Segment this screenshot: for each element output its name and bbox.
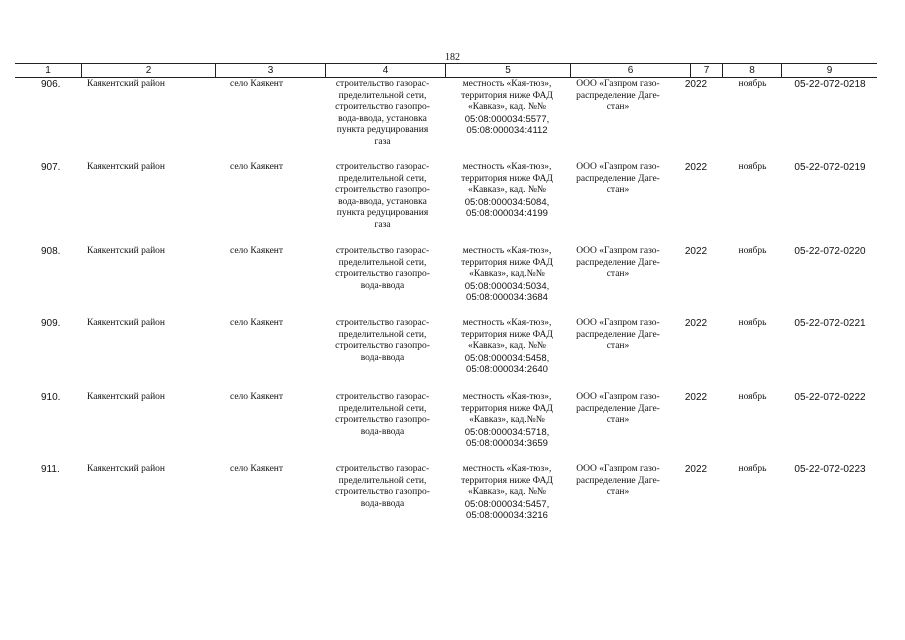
work-description-cell-line: строительство газопро- bbox=[335, 185, 430, 195]
month-cell: ноябрь bbox=[738, 79, 767, 89]
location-cell bbox=[443, 392, 571, 450]
location-cell-line: 05:08:000034:5458, bbox=[464, 352, 550, 364]
organization-cell bbox=[568, 162, 668, 197]
work-description-cell-line: пределительной сети, bbox=[338, 90, 427, 101]
location-cell bbox=[443, 464, 571, 522]
work-description-cell-line: строительство газорас- bbox=[335, 79, 430, 89]
work-description-cell-line: пункта редуцирования bbox=[336, 125, 429, 135]
code-cell: 05-22-072-0221 bbox=[794, 318, 866, 329]
location-cell-line: 05:08:000034:4112 bbox=[466, 125, 548, 136]
location-cell-line: 05:08:000034:5718, bbox=[464, 426, 550, 438]
work-description-cell bbox=[325, 318, 440, 364]
location-cell-line: 05:08:000034:5034, bbox=[464, 280, 550, 292]
location-cell-line: «Кавказ», кад. №№ bbox=[467, 185, 546, 195]
settlement-cell: село Каякент bbox=[230, 464, 284, 474]
organization-cell-line: стан» bbox=[606, 487, 630, 497]
year-cell: 2022 bbox=[684, 79, 708, 90]
work-description-cell-line: вода-ввода bbox=[360, 352, 405, 363]
work-description-cell-line: строительство газорас- bbox=[335, 246, 430, 256]
location-cell bbox=[443, 318, 571, 376]
district-cell: Каякентский район bbox=[87, 464, 166, 474]
work-description-cell bbox=[325, 464, 440, 510]
location-cell-line: территория ниже ФАД bbox=[461, 403, 553, 414]
code-cell: 05-22-072-0223 bbox=[794, 464, 866, 475]
column-header-1: 1 bbox=[45, 65, 51, 76]
month-cell: ноябрь bbox=[738, 162, 767, 172]
location-cell-line: местность «Кая-тюз», bbox=[462, 392, 552, 402]
location-cell-line: местность «Кая-тюз», bbox=[462, 79, 552, 89]
organization-cell-line: ООО «Газпром газо- bbox=[576, 246, 660, 256]
work-description-cell-line: строительство газопро- bbox=[335, 269, 430, 279]
year-cell: 2022 bbox=[684, 392, 708, 403]
code-cell: 05-22-072-0219 bbox=[794, 162, 866, 173]
work-description-cell-line: газа bbox=[374, 136, 391, 147]
column-header-5: 5 bbox=[445, 64, 570, 77]
column-header-9: 9 bbox=[781, 64, 877, 77]
row-number: 909. bbox=[41, 318, 61, 329]
organization-cell-line: стан» bbox=[606, 185, 630, 195]
month-cell: ноябрь bbox=[738, 318, 767, 328]
location-cell-line: территория ниже ФАД bbox=[461, 257, 553, 268]
organization-cell-line: стан» bbox=[606, 102, 630, 112]
work-description-cell-line: пункта редуцирования bbox=[336, 208, 429, 218]
organization-cell-line: распределение Даге- bbox=[576, 173, 660, 184]
location-cell-line: местность «Кая-тюз», bbox=[462, 162, 552, 172]
month-cell: ноябрь bbox=[738, 392, 767, 402]
row-number: 910. bbox=[41, 392, 61, 403]
location-cell-line: 05:08:000034:4199 bbox=[466, 208, 548, 219]
row-number: 907. bbox=[41, 162, 61, 173]
settlement-cell: село Каякент bbox=[230, 79, 284, 89]
work-description-cell-line: вода-ввода bbox=[360, 426, 405, 437]
year-cell: 2022 bbox=[684, 318, 708, 329]
location-cell bbox=[443, 162, 571, 220]
location-cell-line: территория ниже ФАД bbox=[461, 329, 553, 340]
location-cell-line: «Кавказ», кад. №№ bbox=[467, 102, 546, 112]
work-description-cell-line: пределительной сети, bbox=[338, 475, 427, 486]
work-description-cell-line: вода-ввода bbox=[360, 280, 405, 291]
work-description-cell-line: строительство газорас- bbox=[335, 392, 430, 402]
location-cell-line: территория ниже ФАД bbox=[461, 173, 553, 184]
organization-cell-line: ООО «Газпром газо- bbox=[576, 392, 660, 402]
work-description-cell-line: газа bbox=[374, 219, 391, 230]
organization-cell-line: ООО «Газпром газо- bbox=[576, 79, 660, 89]
work-description-cell-line: пределительной сети, bbox=[338, 403, 427, 414]
code-cell: 05-22-072-0218 bbox=[794, 79, 866, 90]
organization-cell-line: ООО «Газпром газо- bbox=[576, 464, 660, 474]
month-cell: ноябрь bbox=[738, 464, 767, 474]
organization-cell-line: стан» bbox=[606, 269, 630, 279]
column-header-3: 3 bbox=[215, 64, 325, 77]
location-cell-line: «Кавказ», кад. №№ bbox=[467, 487, 546, 497]
column-header-6: 6 bbox=[570, 64, 690, 77]
location-cell-line: 05:08:000034:3216 bbox=[466, 510, 548, 521]
work-description-cell-line: строительство газорас- bbox=[335, 162, 430, 172]
location-cell-line: территория ниже ФАД bbox=[461, 475, 553, 486]
column-header-7: 7 bbox=[690, 64, 722, 77]
organization-cell-line: распределение Даге- bbox=[576, 403, 660, 414]
work-description-cell-line: строительство газопро- bbox=[335, 487, 430, 497]
settlement-cell: село Каякент bbox=[230, 392, 284, 402]
organization-cell bbox=[568, 464, 668, 499]
location-cell bbox=[443, 246, 571, 304]
column-header-2: 2 bbox=[81, 64, 215, 77]
settlement-cell: село Каякент bbox=[230, 246, 284, 256]
location-cell-line: 05:08:000034:2640 bbox=[466, 364, 548, 375]
year-cell: 2022 bbox=[684, 162, 708, 173]
location-cell-line: местность «Кая-тюз», bbox=[462, 464, 552, 474]
table-header bbox=[15, 63, 877, 78]
year-cell: 2022 bbox=[684, 246, 708, 257]
organization-cell-line: распределение Даге- bbox=[576, 329, 660, 340]
location-cell-line: 05:08:000034:3684 bbox=[466, 292, 548, 303]
location-cell-line: «Кавказ», кад. №№ bbox=[467, 341, 546, 351]
organization-cell bbox=[568, 79, 668, 114]
organization-cell-line: распределение Даге- bbox=[576, 257, 660, 268]
district-cell: Каякентский район bbox=[87, 392, 166, 402]
organization-cell bbox=[568, 392, 668, 427]
district-cell: Каякентский район bbox=[87, 318, 166, 328]
location-cell-line: 05:08:000034:5084, bbox=[464, 196, 550, 208]
location-cell-line: 05:08:000034:5577, bbox=[464, 113, 550, 125]
organization-cell bbox=[568, 246, 668, 281]
column-header-4: 4 bbox=[325, 64, 445, 77]
organization-cell-line: стан» bbox=[606, 415, 630, 425]
location-cell-line: «Кавказ», кад.№№ bbox=[469, 415, 545, 425]
work-description-cell-line: строительство газорас- bbox=[335, 464, 430, 474]
organization-cell bbox=[568, 318, 668, 353]
organization-cell-line: распределение Даге- bbox=[576, 90, 660, 101]
location-cell-line: 05:08:000034:5457, bbox=[464, 498, 550, 510]
work-description-cell bbox=[325, 79, 440, 148]
location-cell-line: местность «Кая-тюз», bbox=[462, 246, 552, 256]
work-description-cell bbox=[325, 246, 440, 292]
district-cell: Каякентский район bbox=[87, 246, 166, 256]
work-description-cell bbox=[325, 392, 440, 438]
year-cell: 2022 bbox=[684, 464, 708, 475]
settlement-cell: село Каякент bbox=[230, 318, 284, 328]
work-description-cell-line: строительство газопро- bbox=[335, 415, 430, 425]
row-number: 906. bbox=[41, 79, 61, 90]
location-cell-line: 05:08:000034:3659 bbox=[466, 438, 548, 449]
location-cell bbox=[443, 79, 571, 137]
row-number: 911. bbox=[41, 464, 60, 475]
work-description-cell-line: строительство газопро- bbox=[335, 102, 430, 112]
work-description-cell-line: пределительной сети, bbox=[338, 329, 427, 340]
work-description-cell-line: вода-ввода, установка bbox=[338, 196, 427, 207]
work-description-cell-line: пределительной сети, bbox=[338, 257, 427, 268]
work-description-cell-line: строительство газопро- bbox=[335, 341, 430, 351]
work-description-cell-line: вода-ввода, установка bbox=[338, 113, 427, 124]
organization-cell-line: ООО «Газпром газо- bbox=[576, 162, 660, 172]
work-description-cell-line: пределительной сети, bbox=[338, 173, 427, 184]
organization-cell-line: стан» bbox=[606, 341, 630, 351]
work-description-cell-line: строительство газорас- bbox=[335, 318, 430, 328]
row-number: 908. bbox=[41, 246, 61, 257]
page-number: 182 bbox=[445, 52, 460, 63]
location-cell-line: территория ниже ФАД bbox=[461, 90, 553, 101]
district-cell: Каякентский район bbox=[87, 79, 166, 89]
settlement-cell: село Каякент bbox=[230, 162, 284, 172]
work-description-cell-line: вода-ввода bbox=[360, 498, 405, 509]
code-cell: 05-22-072-0220 bbox=[794, 246, 866, 257]
organization-cell-line: ООО «Газпром газо- bbox=[576, 318, 660, 328]
location-cell-line: местность «Кая-тюз», bbox=[462, 318, 552, 328]
organization-cell-line: распределение Даге- bbox=[576, 475, 660, 486]
work-description-cell bbox=[325, 162, 440, 231]
month-cell: ноябрь bbox=[738, 246, 767, 256]
location-cell-line: «Кавказ», кад.№№ bbox=[469, 269, 545, 279]
district-cell: Каякентский район bbox=[87, 162, 166, 172]
code-cell: 05-22-072-0222 bbox=[794, 392, 866, 403]
column-header-8: 8 bbox=[722, 64, 781, 77]
